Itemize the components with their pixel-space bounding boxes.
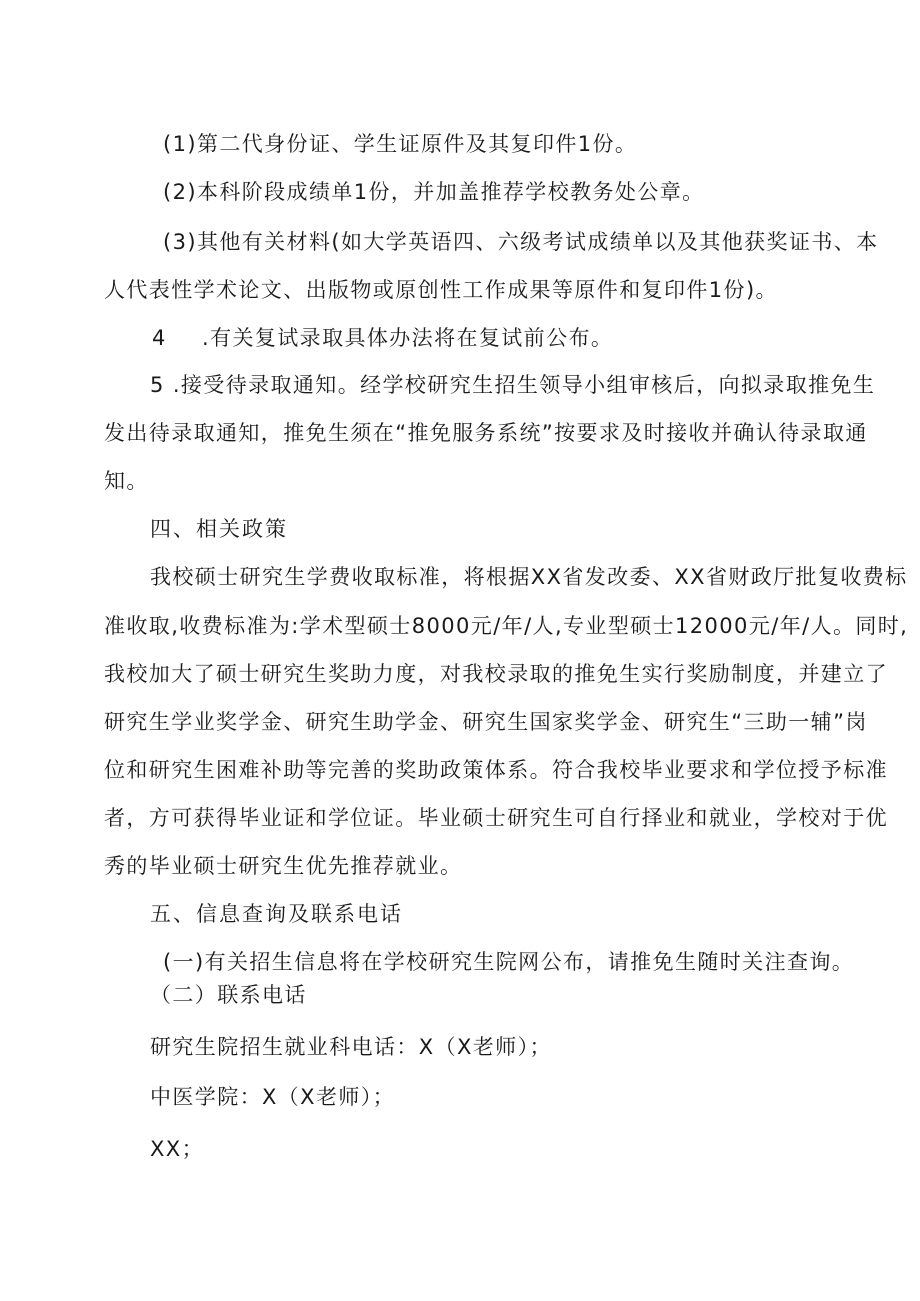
policy-line-5: 位和研究生困难补助等完善的奖助政策体系。符合我校毕业要求和学位授予标准	[104, 758, 888, 782]
section-5-heading: 五、信息查询及联系电话	[150, 902, 403, 926]
step-5-line-1: 5 .接受待录取通知。经学校研究生招生领导小组审核后，向拟录取推免生	[150, 373, 876, 397]
section-4-heading: 四、相关政策	[150, 517, 288, 541]
contact-line-1: 研究生院招生就业科电话：X（X老师）；	[150, 1035, 552, 1059]
contact-line-3: XX；	[150, 1137, 204, 1161]
material-item-3-line-1: (3)其他有关材料(如大学英语四、六级考试成绩单以及其他获奖证书、本	[163, 230, 879, 254]
policy-line-3: 我校加大了硕士研究生奖助力度，对我校录取的推免生实行奖励制度，并建立了	[104, 662, 888, 686]
material-item-3-line-2: 人代表性学术论文、出版物或原创性工作成果等原件和复印件1份)。	[104, 278, 778, 302]
policy-line-2: 准收取,收费标准为:学术型硕士8000元/年/人,专业型硕士12000元/年/人。同时,	[104, 614, 909, 638]
step-4-text: .有关复试录取具体办法将在复试前公布。	[202, 326, 614, 350]
material-item-2: (2)本科阶段成绩单1份，并加盖推荐学校教务处公章。	[163, 180, 705, 204]
policy-line-7: 秀的毕业硕士研究生优先推荐就业。	[104, 854, 463, 878]
step-5-line-2: 发出待录取通知，推免生须在“推免服务系统”按要求及时接收并确认待录取通	[104, 421, 868, 445]
section-5-sub-1: (一)有关招生信息将在学校研究生院网公布，请推免生随时关注查询。	[163, 950, 855, 974]
step-5-line-3: 知。	[104, 469, 149, 493]
policy-line-4: 研究生学业奖学金、研究生助学金、研究生国家奖学金、研究生“三助一辅”岗	[104, 710, 868, 734]
step-4-paragraph	[152, 328, 613, 349]
policy-line-1: 我校硕士研究生学费收取标准，将根据XX省发改委、XX省财政厅批复收费标	[150, 565, 908, 589]
policy-line-6: 者，方可获得毕业证和学位证。毕业硕士研究生可自行择业和就业，学校对于优	[104, 806, 888, 830]
material-item-1: (1)第二代身份证、学生证原件及其复印件1份。	[163, 132, 638, 156]
step-4-number: 4	[152, 326, 167, 350]
contact-line-2: 中医学院：X（X老师）；	[150, 1085, 396, 1109]
section-5-sub-2: （二）联系电话	[150, 983, 307, 1007]
